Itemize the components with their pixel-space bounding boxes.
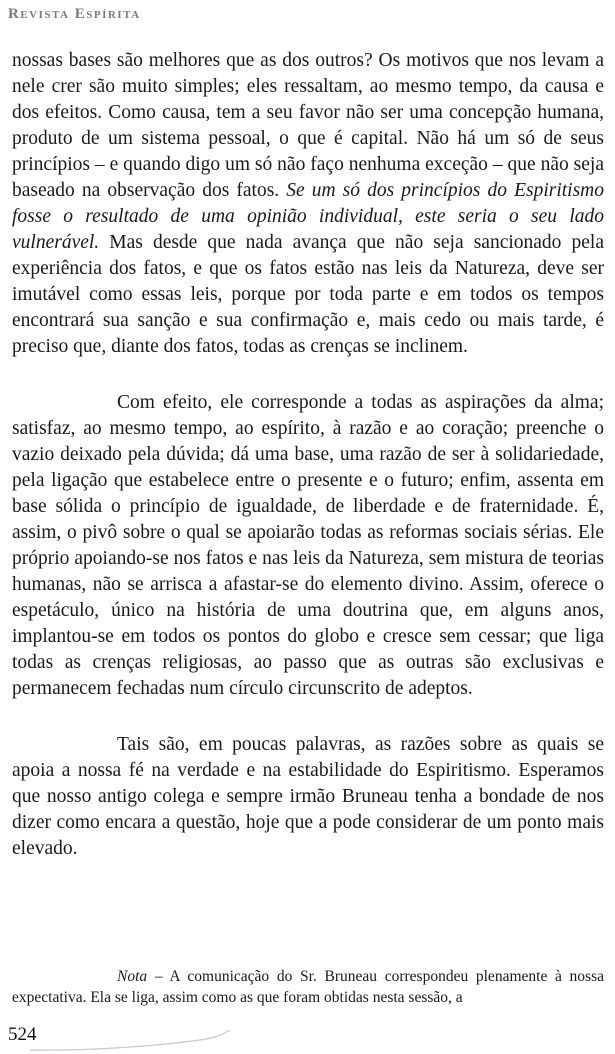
paragraph-1-italic-quote: Se um só dos princípios do Espiritismo fosse o resultado de uma opinião individual, este seria o seu lado vulnerável. <box>12 180 604 253</box>
paragraph-1-part-1: nossas bases são melhores que as dos outros? Os motivos que nos levam a nele crer são muito simples; eles ressaltam, ao mesmo tempo, da causa e dos efeitos. Como causa, tem a seu favor não ser uma concepção humana, produto de um sistema pessoal, o que é capital. Não há um só de seus princípios – e quando digo um só não faço nenhuma exceção – que não seja baseado na observação dos fatos. <box>12 50 604 201</box>
page-number: 524 <box>8 1024 37 1045</box>
footnote-text: – A comunicação do Sr. Bruneau correspondeu plenamente à nossa expectativa. Ela se liga, assim como as que foram obtidas nesta sessão, a <box>12 968 604 1006</box>
footnote <box>12 966 604 1008</box>
paragraph-3: Tais são, em poucas palavras, as razões sobre as quais se apoia a nossa fé na verdade e na estabilidade do Espiritismo. Esperamos que nosso antigo colega e sempre irmão Bruneau tenha a bondade de nos dizer como encara a questão, hoje que a pode considerar de um ponto mais elevado. <box>12 734 604 859</box>
paragraph-1-part-3: Mas desde que nada avança que não seja sancionado pela experiência dos fatos, e que os fatos estão nas leis da Natureza, deve ser imutável como essas leis, porque por toda parte e em todos os tempos encontrará sua sanção e sua confirmação e, mais cedo ou mais tarde, é preciso que, diante dos fatos, todas as crenças se inclinem. <box>12 232 604 357</box>
footnote-label: Nota <box>117 968 148 985</box>
running-header: Revista Espírita <box>8 6 141 22</box>
main-text <box>12 48 604 862</box>
paragraph-2: Com efeito, ele corresponde a todas as aspirações da alma; satisfaz, ao mesmo tempo, ao espírito, à razão e ao coração; preenche o vazio deixado pela dúvida; dá uma base, uma razão de ser à solidariedade, pela ligação que estabelece entre o presente e o futuro; enfim, assenta em base sólida o princípio de igualdade, de liberdade e de fraternidade. É, assim, o pivô sobre o qual se apoiarão todas as reformas sociais sérias. Ele próprio apoiando-se nos fatos e nas leis da Natureza, sem mistura de teorias humanas, não se arrisca a afastar-se do elemento divino. Assim, oferece o espetáculo, único na história de uma doutrina que, em alguns anos, implantou-se em todos os pontos do globo e cresce sem cessar; que liga todas as crenças religiosas, ao passo que as outras são exclusivas e permanecem fechadas num círculo circunscrito de adeptos. <box>12 392 604 699</box>
paragraph-1 <box>12 48 604 360</box>
